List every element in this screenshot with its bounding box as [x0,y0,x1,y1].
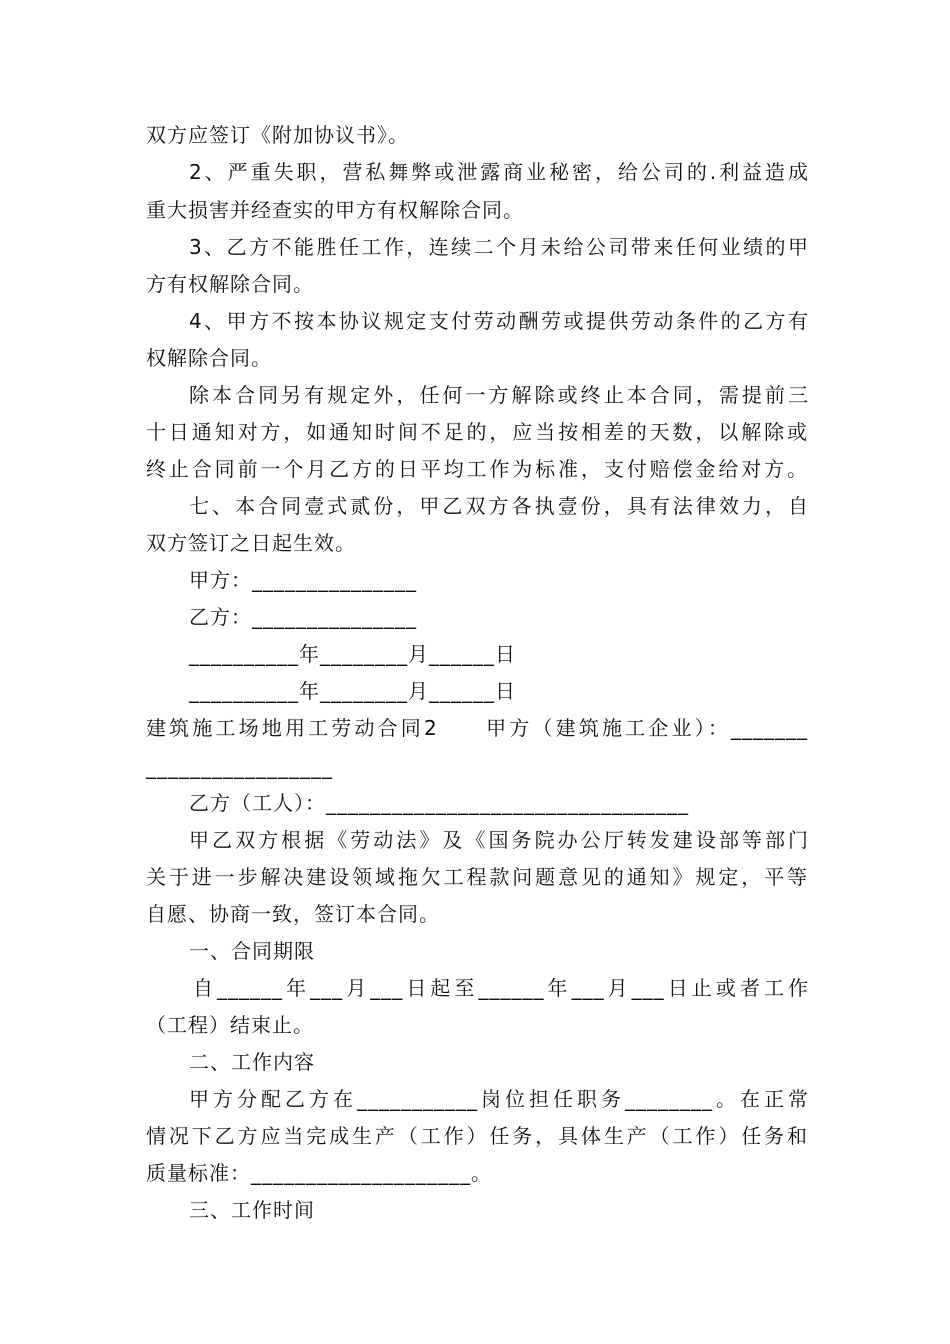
text-line: 十日通知对方，如通知时间不足的，应当按相差的天数，以解除或 [146,420,808,444]
text-line: 情况下乙方应当完成生产（工作）任务，具体生产（工作）任务和 [146,1124,808,1148]
section-heading: 二、工作内容 [189,1050,315,1074]
text-line: 双方签订之日起生效。 [146,531,356,555]
text-line: 重大损害并经查实的甲方有权解除合同。 [146,198,524,222]
text-line: 甲乙双方根据《劳动法》及《国务院办公厅转发建设部等部门 [189,828,809,852]
date-line: __________年________月______日 [189,642,516,666]
text-line: 七、本合同壹式贰份，甲乙双方各执壹份，具有法律效力，自 [189,494,809,518]
text-line: 自愿、协商一致，签订本合同。 [146,902,440,926]
signature-line-party-b: 乙方：_______________ [189,605,417,629]
worker-party-line: 乙方（工人）：_________________________________ [189,791,689,815]
signature-line-party-a: 甲方：_______________ [189,568,417,592]
text-line: 关于进一步解决建设领域拖欠工程款问题意见的通知》规定，平等 [146,865,808,889]
text-line: 4、甲方不按本协议规定支付劳动酬劳或提供劳动条件的乙方有 [189,309,809,333]
contract-title-line: 建筑施工场地用工劳动合同2 甲方（建筑施工企业）：_______ [146,716,808,740]
text-line: 甲方分配乙方在___________岗位担任职务________。在正常 [189,1087,809,1111]
text-line: 自______年___月___日起至______年___月___日止或者工作 [193,976,809,1000]
text-line: 除本合同另有规定外，任何一方解除或终止本合同，需提前三 [189,383,809,407]
text-line: （工程）结束止。 [146,1013,314,1037]
text-line: 权解除合同。 [146,346,272,370]
text-line: 终止合同前一个月乙方的日平均工作为标准，支付赔偿金给对方。 [146,457,808,481]
text-line: _________________ [146,755,333,779]
section-heading: 三、工作时间 [189,1198,315,1222]
text-line: 质量标准：____________________。 [146,1161,492,1185]
text-line: 双方应签订《附加协议书》。 [146,123,409,147]
text-line: 2、严重失职，营私舞弊或泄露商业秘密，给公司的.利益造成 [189,160,809,184]
text-line: 3、乙方不能胜任工作，连续二个月未给公司带来任何业绩的甲 [189,235,809,259]
text-line: 方有权解除合同。 [146,272,314,296]
section-heading: 一、合同期限 [189,939,315,963]
date-line: __________年________月______日 [189,679,516,703]
